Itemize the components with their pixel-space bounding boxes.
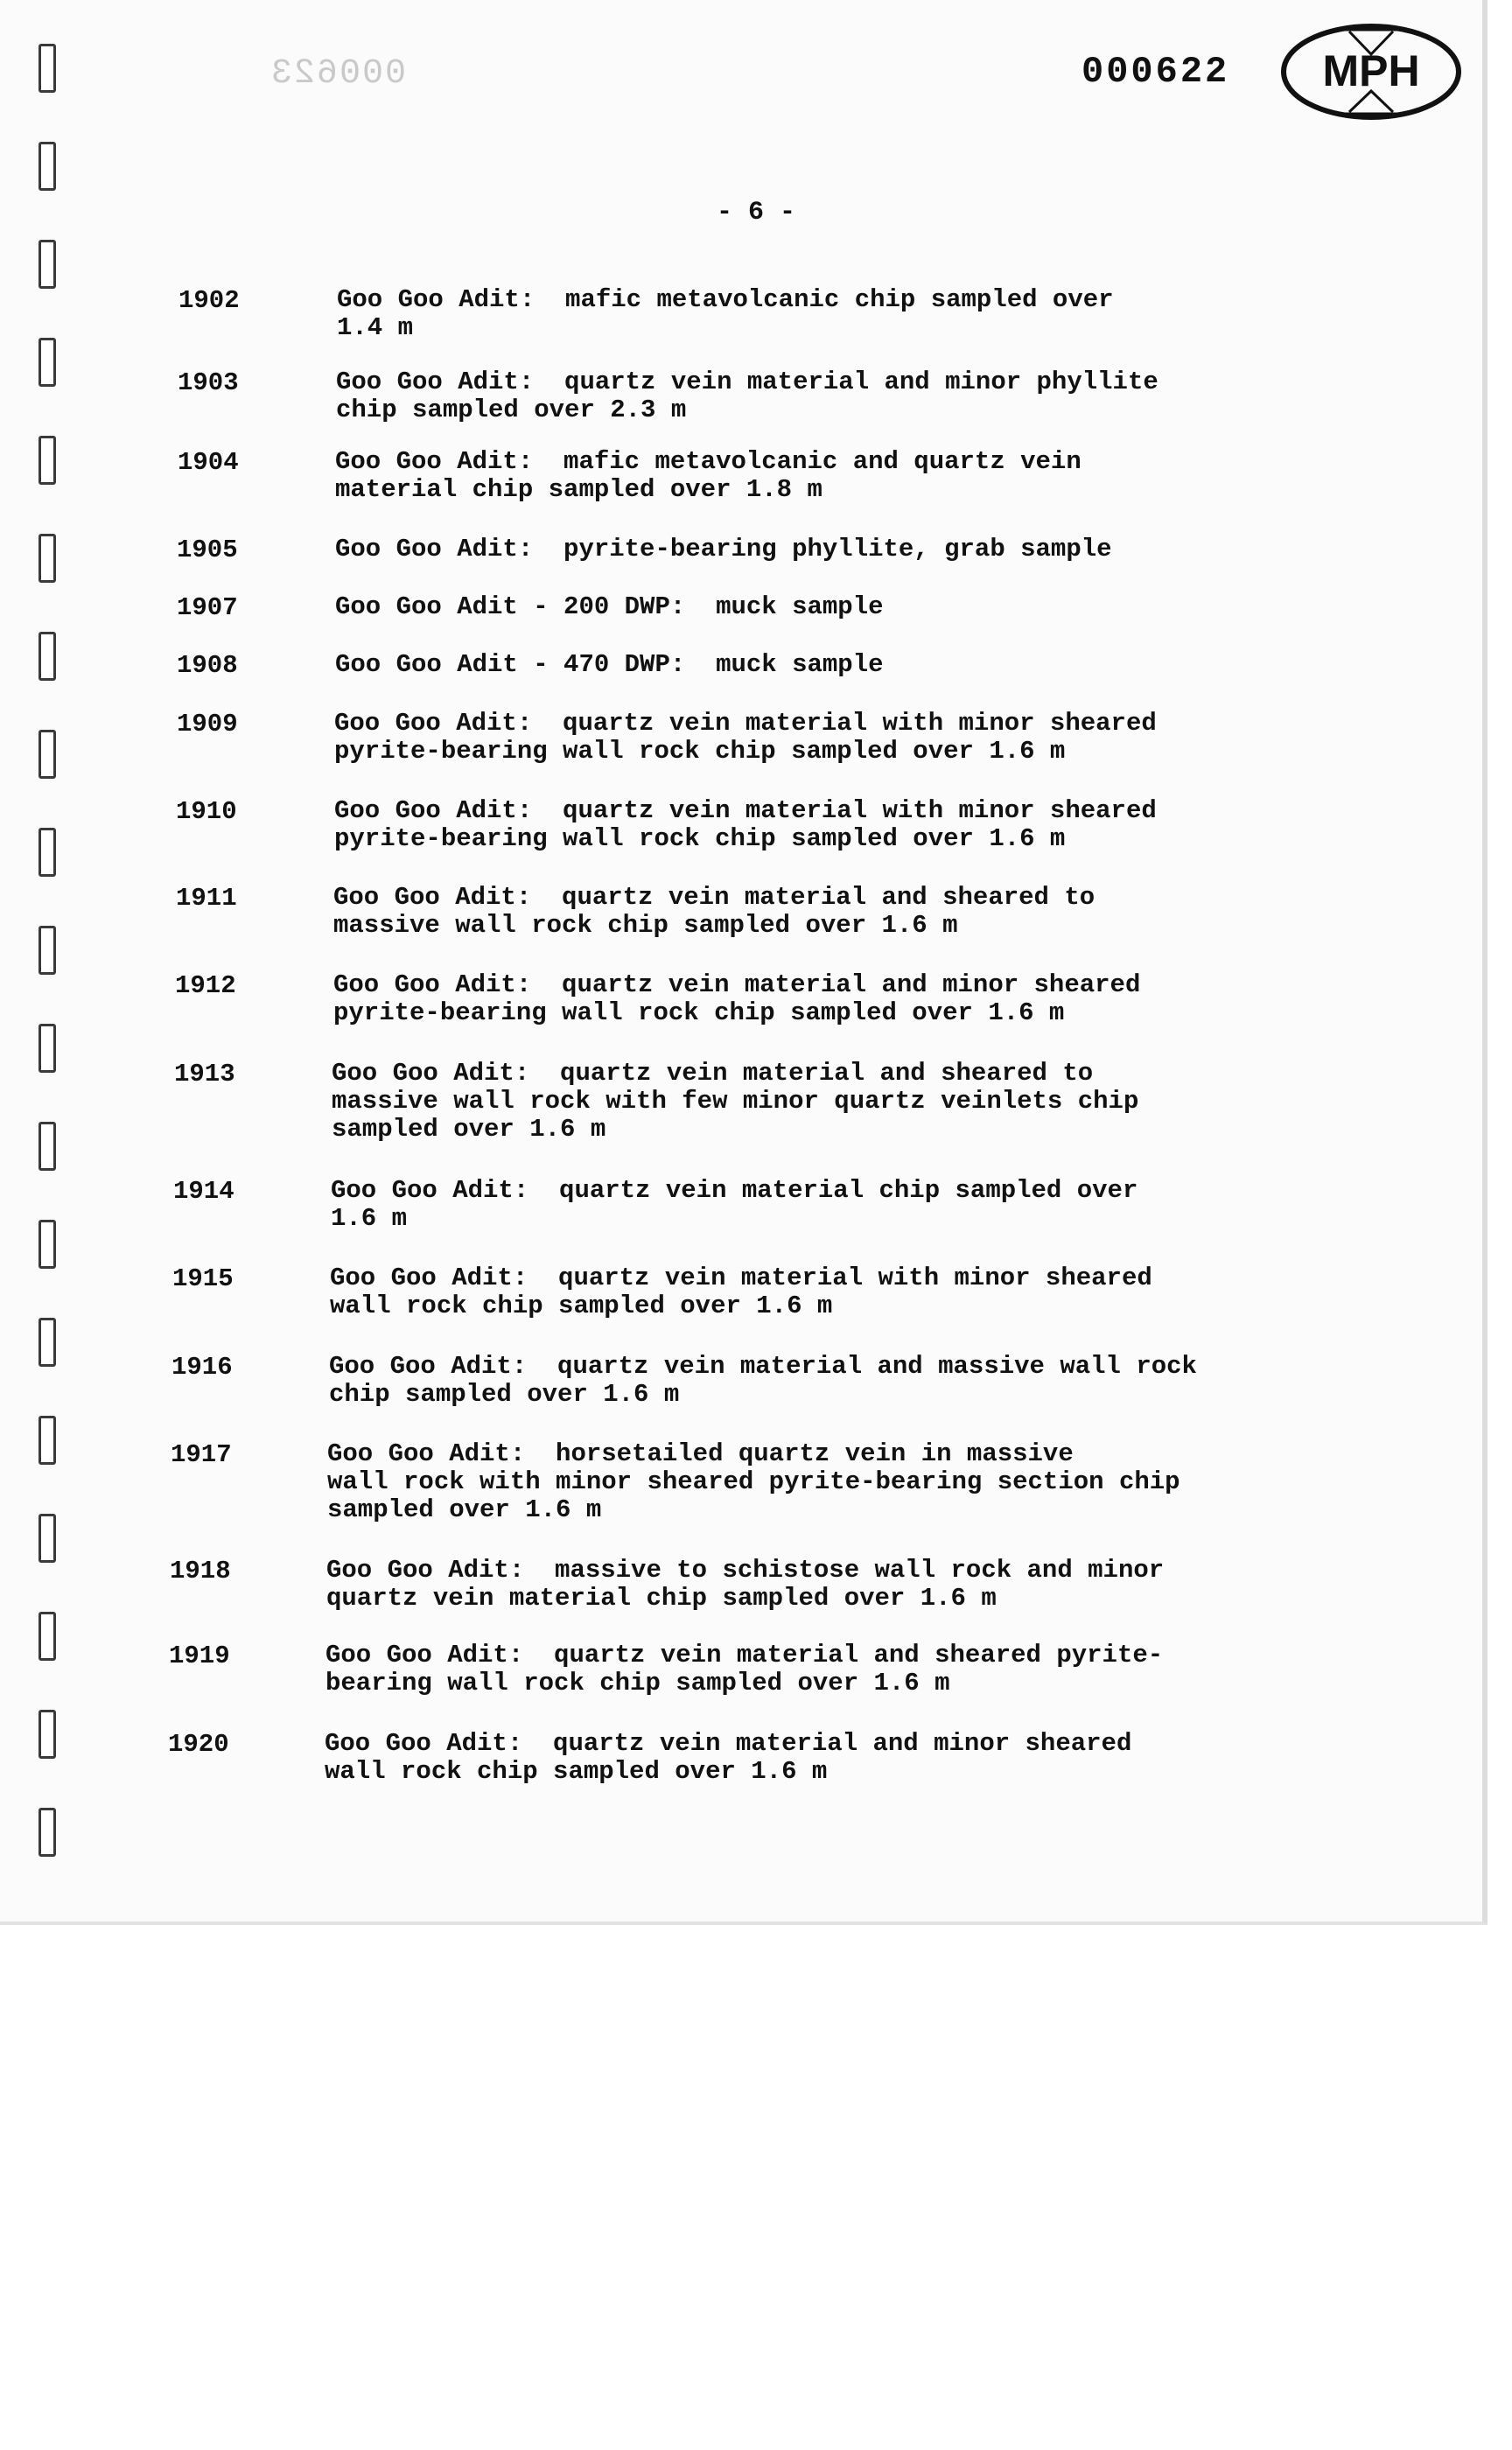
sample-description: Goo Goo Adit - 470 DWP: muck sample — [335, 650, 884, 679]
svg-text:MPH: MPH — [1322, 46, 1420, 95]
sample-number: 1904 — [178, 448, 239, 477]
page-number: - 6 - — [716, 198, 795, 228]
binder-hole — [38, 828, 56, 877]
binder-hole — [38, 338, 56, 387]
sample-description: Goo Goo Adit - 200 DWP: muck sample — [335, 592, 884, 621]
sample-description: Goo Goo Adit: quartz vein material and massive wall rock chip sampled over 1.6 m — [329, 1352, 1197, 1409]
sample-description: Goo Goo Adit: horsetailed quartz vein in massive wall rock with minor sheared pyrite-bearing section chip sampled over 1.6 m — [327, 1439, 1180, 1524]
binder-hole — [38, 44, 56, 93]
sample-number: 1917 — [171, 1440, 232, 1469]
sample-description: Goo Goo Adit: quartz vein material and minor sheared wall rock chip sampled over 1.6 m — [325, 1729, 1132, 1786]
binder-hole — [38, 142, 56, 191]
sample-number: 1911 — [176, 884, 237, 913]
sample-number: 1903 — [178, 368, 239, 397]
binder-hole — [38, 1024, 56, 1073]
sample-number: 1909 — [177, 710, 238, 738]
sample-number: 1918 — [170, 1557, 231, 1586]
binder-hole — [38, 730, 56, 779]
sample-number: 1913 — [174, 1060, 235, 1088]
page-stamp-number: 000622 — [1082, 51, 1230, 93]
sample-number: 1910 — [176, 797, 237, 826]
sample-number: 1902 — [178, 286, 240, 315]
sample-number: 1912 — [175, 971, 236, 1000]
sample-number: 1915 — [172, 1264, 234, 1293]
sample-description: Goo Goo Adit: massive to schistose wall rock and minor quartz vein material chip sampled over 1.6 m — [326, 1556, 1165, 1613]
sample-number: 1914 — [173, 1177, 234, 1206]
faded-page-stamp: 000623 — [270, 54, 407, 94]
binder-hole — [38, 1710, 56, 1759]
sample-description: Goo Goo Adit: pyrite-bearing phyllite, grab sample — [335, 535, 1112, 564]
sample-description: Goo Goo Adit: quartz vein material and sheared pyrite- bearing wall rock chip sampled over 1.6 m — [326, 1641, 1164, 1698]
sample-number: 1916 — [172, 1353, 233, 1382]
sample-description: Goo Goo Adit: mafic metavolcanic chip sampled over 1.4 m — [337, 285, 1114, 342]
sample-description: Goo Goo Adit: quartz vein material and sheared to massive wall rock with few minor quartz veinlets chip sampled over 1.6 m — [332, 1059, 1139, 1144]
binder-hole — [38, 632, 56, 681]
sample-description: Goo Goo Adit: quartz vein material and minor phyllite chip sampled over 2.3 m — [336, 368, 1158, 424]
binder-hole — [38, 1318, 56, 1367]
binder-hole — [38, 534, 56, 583]
sample-description: Goo Goo Adit: mafic metavolcanic and quartz vein material chip sampled over 1.8 m — [335, 447, 1082, 504]
sample-description: Goo Goo Adit: quartz vein material and sheared to massive wall rock chip sampled over 1.6 m — [333, 883, 1096, 940]
sample-description: Goo Goo Adit: quartz vein material with minor sheared pyrite-bearing wall rock chip sampled over 1.6 m — [334, 796, 1157, 853]
binder-hole — [38, 1612, 56, 1661]
binder-hole — [38, 926, 56, 975]
sample-description: Goo Goo Adit: quartz vein material chip sampled over 1.6 m — [331, 1176, 1138, 1233]
sample-number: 1920 — [168, 1730, 229, 1759]
binder-hole — [38, 1514, 56, 1563]
sample-description: Goo Goo Adit: quartz vein material with minor sheared pyrite-bearing wall rock chip sampled over 1.6 m — [334, 709, 1157, 766]
binder-hole — [38, 436, 56, 485]
sample-number: 1905 — [177, 536, 238, 564]
sample-description: Goo Goo Adit: quartz vein material with minor sheared wall rock chip sampled over 1.6 m — [330, 1264, 1152, 1320]
binder-hole — [38, 1808, 56, 1857]
binder-hole — [38, 1220, 56, 1269]
mph-logo — [1279, 19, 1463, 124]
binder-hole — [38, 1416, 56, 1465]
sample-number: 1919 — [169, 1642, 230, 1670]
sample-number: 1908 — [177, 651, 238, 680]
sample-description: Goo Goo Adit: quartz vein material and minor sheared pyrite-bearing wall rock chip sampled over 1.6 m — [333, 970, 1141, 1027]
binder-hole — [38, 1122, 56, 1171]
binder-hole — [38, 240, 56, 289]
sample-number: 1907 — [177, 593, 238, 622]
